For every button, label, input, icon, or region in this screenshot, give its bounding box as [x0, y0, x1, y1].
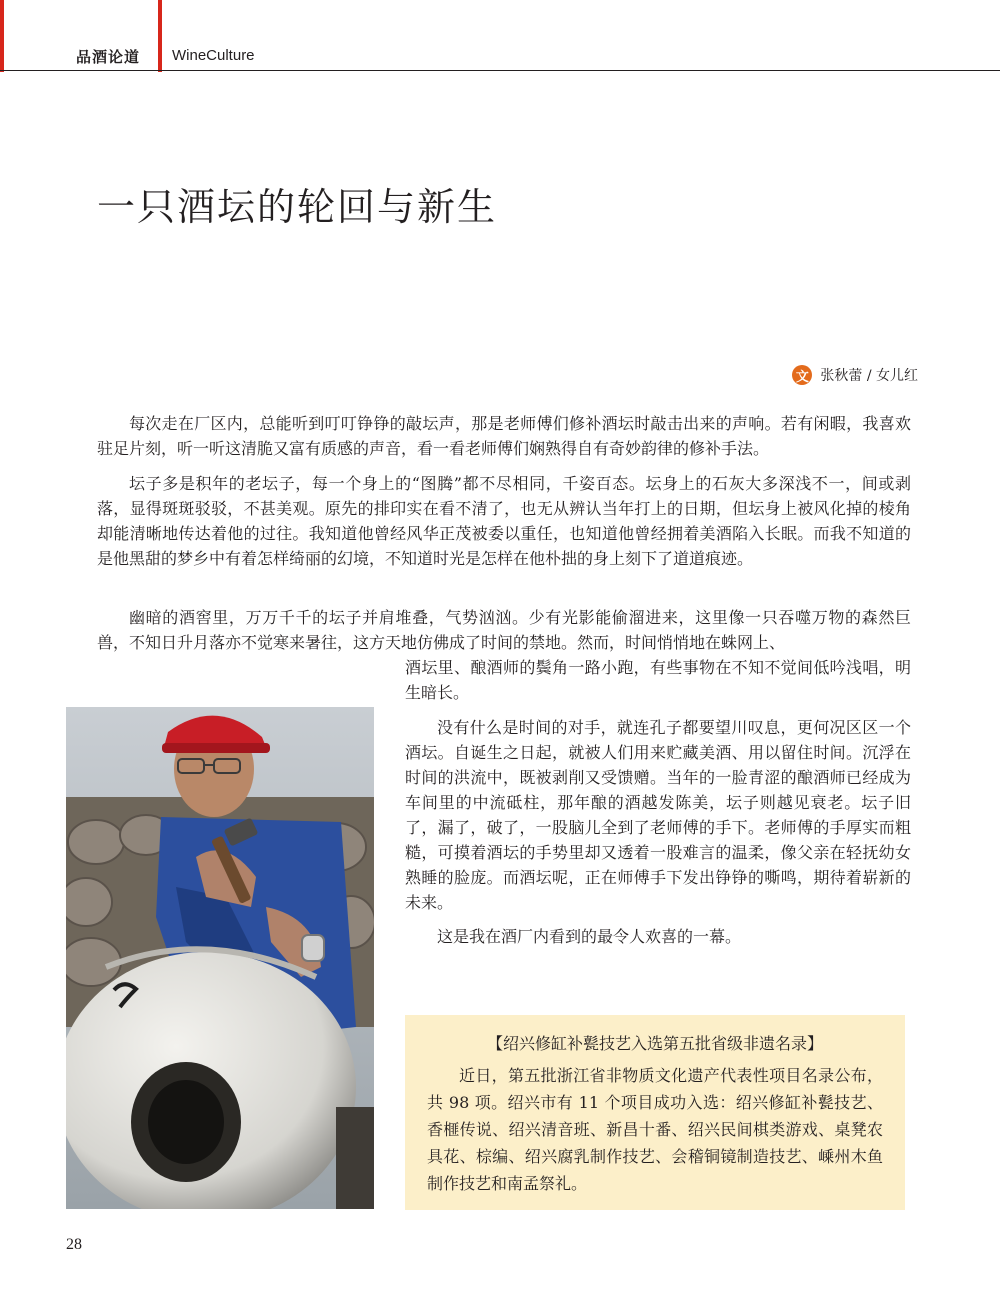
author-badge-icon: 文	[792, 365, 812, 385]
author-name: 张秋蕾 / 女儿红	[820, 368, 918, 384]
section-title-chinese: 品酒论道	[76, 48, 141, 66]
news-sidebar	[405, 1015, 905, 1210]
header-divider-bar	[158, 0, 162, 72]
byline	[792, 365, 918, 385]
paragraph-3: 幽暗的酒窖里，万万千千的坛子并肩堆叠，气势汹汹。少有光影能偷溜进来，这里像一只吞噬万物的森然巨兽，不知日升月落亦不觉寒来暑往，这方天地仿佛成了时间的禁地。然而，时间悄悄地在蛛网上、	[97, 608, 911, 652]
page-number: 28	[66, 1236, 82, 1253]
header-left-accent-bar	[0, 0, 4, 72]
section-title-english: WineCulture	[172, 47, 255, 64]
paragraph-1: 每次走在厂区内，总能听到叮叮铮铮的敲坛声，那是老师傅们修补酒坛时敲击出来的声响。若有闲暇，我喜欢驻足片刻，听一听这清脆又富有质感的声音，看一看老师傅们娴熟得自有奇妙韵律的修补手法。	[97, 414, 911, 458]
sidebar-body: 近日，第五批浙江省非物质文化遗产代表性项目名录公布，共 98 项。绍兴市有 11 个项目成功入选：绍兴修缸补甏技艺、香榧传说、绍兴清音班、新昌十番、绍兴民间棋类游戏、桌凳农具花、棕编、绍兴腐乳制作技艺、会稽铜镜制造技艺、嵊州木鱼制作技艺和南孟祭礼。	[427, 1066, 883, 1193]
header-rule	[0, 70, 1000, 71]
paragraph-4: 没有什么是时间的对手，就连孔子都要望川叹息，更何况区区一个酒坛。自诞生之日起，就被人们用来贮藏美酒、用以留住时间。沉浮在时间的洪流中，既被剥削又受馈赠。当年的一脸青涩的酿酒师已经成为车间里的中流砥柱，那年酿的酒越发陈美，坛子则越见衰老。坛子旧了，漏了，破了，一股脑儿全到了老师傅的手下。老师傅的手厚实而粗糙，可摸着酒坛的手势里却又透着一股难言的温柔，像父亲在轻抚幼女熟睡的脸庞。而酒坛呢，正在师傅手下发出铮铮的嘶鸣，期待着崭新的未来。	[405, 718, 911, 912]
paragraph-3-continued: 酒坛里、酿酒师的鬓角一路小跑，有些事物在不知不觉间低吟浅唱，明生暗长。	[405, 658, 911, 702]
paragraph-5: 这是我在酒厂内看到的最令人欢喜的一幕。	[437, 927, 742, 946]
article-title: 一只酒坛的轮回与新生	[97, 185, 498, 229]
sidebar-title: 【绍兴修缸补甏技艺入选第五批省级非遗名录】	[486, 1034, 823, 1053]
craftsman-photo	[66, 707, 374, 1209]
paragraph-2: 坛子多是积年的老坛子，每一个身上的“图腾”都不尽相同，千姿百态。坛身上的石灰大多深浅不一，间或剥落，显得斑斑驳驳，不甚美观。原先的排印实在看不清了，也无从辨认当年打上的日期，但坛身上被风化掉的棱角却能清晰地传达着他的过往。我知道他曾经风华正茂被委以重任，也知道他曾经拥着美酒陷入长眠。而我不知道的是他黑甜的梦乡中有着怎样绮丽的幻境，不知道时光是怎样在他朴拙的身上刻下了道道痕迹。	[97, 474, 911, 568]
